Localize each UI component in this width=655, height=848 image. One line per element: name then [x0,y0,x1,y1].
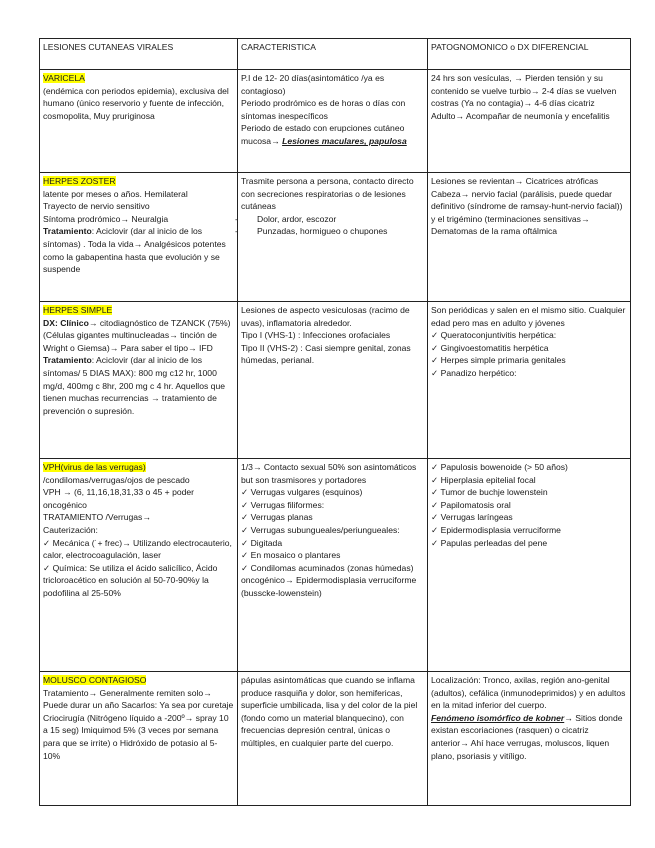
lesion-cell [40,672,238,806]
lesion-title: MOLUSCO CONTAGIOSO [43,675,147,685]
cell-text: 24 hrs son vesículas, → Pierden tensión y su contenido se vuelve turbio→ 2-4 días se vuelven costras (Ya no contagia)→ 4-6 días cicatriz Adulto→ Acompañar de neumonía y encefalitis [431,73,617,121]
cell-text: Periodo de estado con erupciones cutáneo mucosa→ [241,123,405,146]
check-item: ✓ Papulas perleadas del pene [431,537,548,548]
check-item: ✓ Verrugas planas [241,512,313,523]
lesion-cell [40,459,238,672]
cell-text: Cauterización: [43,524,98,535]
check-item: Herpes simple primaria genitales [440,355,566,366]
header-row [40,39,631,70]
check-item: ✓ Tumor de buchje lowenstein [431,487,548,498]
check-item: ✓ Verrugas filiformes: [241,499,325,510]
cell-text: Lesiones se revientan→ Cicatrices atróficas [431,176,599,186]
lead-label: DX: Clínico [43,317,89,328]
cell-text: oncogénico→ Epidermodisplasia verruciforme (busscke-lowenstein) [241,575,417,598]
lesion-cell [40,70,238,173]
cell-text: P.I de 12- 20 días(asintomático /ya es contagioso) [241,73,385,96]
lesion-cell [40,173,238,302]
cell-text: ✓ Química: Se utiliza el ácido salicílico, Ácido tricloroacético en solución al 50-70-90%y la podofilina al 25-50% [43,562,218,598]
diagnosis-cell [428,459,631,672]
cell-text: pápulas asintomáticas que cuando se inflama produce rasquiña y dolor, son hemifericas, superficie umbilicada, lisa y del color de la piel (fondo como un material blanquecino), con frecuencias depresión central, únicas o múltiples, en cualquier parte del cuerpo. [241,675,418,748]
table-row [40,70,631,173]
cell-text: Localización: Tronco, axilas, región ano-genital (adultos), cefálica (inmunodeprimidos) y en adultos en la mitad inferior del cuerpo. [431,675,626,711]
cell-text: Tratamiento→ Generalmente remiten solo→ Puede durar un año Sacarlos: Ya sea por curetaje [43,687,234,711]
emphasis-text: Fenómeno isomórfico de kobner [431,712,565,723]
cell-text: Trayecto de nervio sensitivo [43,201,150,212]
check-item: ✓ Papilomatosis oral [431,499,511,510]
check-item: ✓ En mosaico o plantares [241,550,341,561]
table-row [40,173,631,302]
cell-text: Tipo I (VHS-1) : Infecciones orofaciales [241,330,391,341]
cell-text: → citodiagnóstico de TZANCK (75%) (Células gigantes multinucleadas→ tinción de Wright o Giemsa)→ Para saber el tipo→ IFD [43,317,231,353]
check-item: ✓ Hiperplasia epitelial focal [431,474,536,485]
feature-cell [238,459,428,672]
lead-label: Tratamiento [43,355,92,366]
lesion-title: VPH(virus de las verrugas) [43,462,146,472]
cell-text: Periodo prodrómico es de horas o días con síntomas inespecíficos [241,98,406,121]
check-item: ✓ Verrugas vulgares (esquinos) [241,487,363,498]
emphasis-text: Lesiones maculares, papulosa [282,135,407,146]
cell-text: : Aciclovir (dar al inicio de los síntomas/ 5 DIAS MAX): 800 mg c12 hr, 1000 mg/d, 400mg c 8hr, 200 mg c 4 hr. Aquellos que tienen muchas recurrencias → tratamiento de prevención o supresión. [43,355,226,416]
diagnosis-cell [428,173,631,302]
table-row [40,672,631,806]
check-item: Panadizo herpético: [440,367,517,378]
feature-cell [238,302,428,459]
list-item: - Punzadas, hormigueo o chupones [241,225,424,238]
cell-text: ✓ Mecánica (˙+ frec)→ Utilizando electrocauterio, calor, electrocoagulación, laser [43,537,232,561]
table-row [40,459,631,672]
check-item: ✓ Verrugas laríngeas [431,512,513,523]
cell-text: Síntoma prodrómico→ Neuralgia [43,213,169,224]
list-item: - Dolor, ardor, escozor [241,213,424,226]
check-icon: ✓ [431,367,441,378]
cell-text: Criocirugía (Nitrógeno líquido a -200º→ spray 10 a 15 seg) Imiquimod 5% (3 veces por semana para que se irrite) o Hidróxido de potasio al 5- 10% [43,712,229,761]
feature-cell [238,672,428,806]
cell-text: Son periódicas y salen en el mismo sitio. Cualquier edad pero mas en adulto y jóvenes [431,305,626,328]
check-item: ✓ Verrugas subungueales/periungueales: [241,524,400,535]
cell-text: 1/3→ Contacto sexual 50% son asintomáticos but son trasmisores y portadores [241,462,417,485]
check-item: ✓ Condilomas acuminados (zonas húmedas) [241,562,414,573]
lead-label: Tratamiento [43,226,92,237]
diagnosis-cell [428,70,631,173]
check-item: Queratoconjuntivitis herpética: [440,330,557,341]
table-row [40,302,631,459]
check-icon: ✓ [431,330,441,341]
lesion-title: VARICELA [43,73,85,83]
diagnosis-cell [428,672,631,806]
lesion-title: HERPES ZOSTER [43,176,116,186]
cell-text: Tipo II (VHS-2) : Casi siempre genital, zonas húmedas, perianal. [241,342,411,366]
viral-lesions-table [39,38,631,806]
cell-text: (endémica con periodos epidemia), exclusiva del humano (único reservorio y fuente de infección, cosmopolita, Muy pruriginosa [43,85,229,121]
check-item: ✓ Epidermodisplasia verruciforme [431,524,561,535]
check-icon: ✓ [431,355,441,366]
check-item: Gingivoestomatitis herpética [440,342,549,353]
header-cell: LESIONES CUTANEAS VIRALES [40,39,238,70]
lesion-cell [40,302,238,459]
header-cell: PATOGNOMONICO o DX DIFERENCIAL [428,39,631,70]
header-cell: CARACTERISTICA [238,39,428,70]
feature-cell [238,70,428,173]
check-icon: ✓ [431,342,441,353]
cell-text: : Aciclovir (dar al inicio de los síntomas) . Toda la vida→ Analgésicos potentes como la gabapentina hasta que evolución y se suspende [43,226,226,275]
cell-text: → Sitios donde existan escoriaciones (rasquen) o cicatriz anterior→ Ahí hace verrugas, moluscos, liquen plano, psoriasis y vitíligo. [431,712,623,761]
cell-text: TRATAMIENTO /Verrugas→ [43,512,151,523]
cell-text: latente por meses o años. Hemilateral [43,188,188,199]
diagnosis-cell [428,302,631,459]
check-item: ✓ Digitada [241,537,283,548]
cell-text: Lesiones de aspecto vesiculosas (racimo de uvas), inflamatoria alrededor. [241,305,410,328]
cell-text: VPH → (6, 11,16,18,31,33 o 45 + poder oncogénico [43,487,195,510]
cell-text: Trasmite persona a persona, contacto directo con secreciones respiratorias o de lesiones cutáneas [241,176,414,212]
cell-text: Cabeza→ nervio facial (parálisis, puede quedar definitivo (síndrome de ramsay-hunt-nervio facial)) y el trigémino (terminaciones sensitivas→ Dematomas de la rama oftálmica [431,188,623,237]
lesion-title: HERPES SIMPLE [43,305,113,315]
feature-cell [238,173,428,302]
cell-text: /condilomas/verrugas/ojos de pescado [43,474,190,485]
check-item: ✓ Papulosis bowenoide (> 50 años) [431,462,568,472]
